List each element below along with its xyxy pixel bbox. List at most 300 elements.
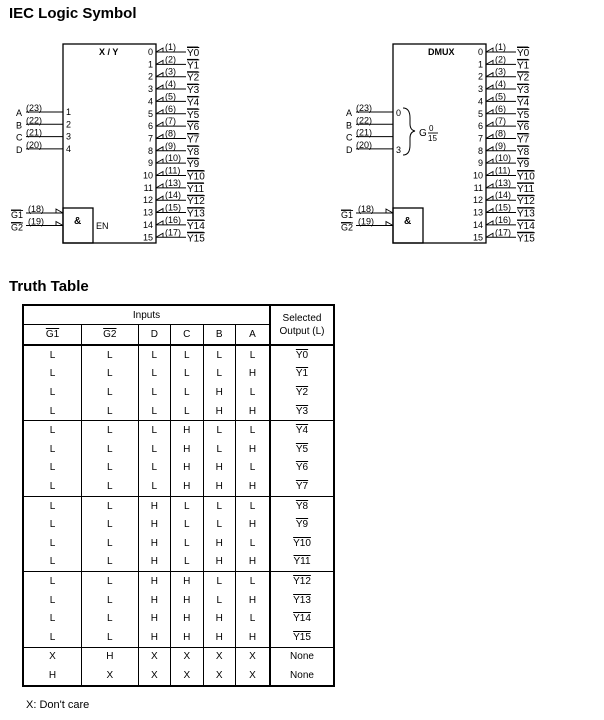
input-label-a: A	[346, 108, 353, 118]
input-cell: H	[236, 591, 271, 610]
pin-number: (21)	[26, 127, 43, 138]
g-denominator: 15	[428, 134, 437, 143]
active-low-indicator	[386, 222, 393, 226]
col-header-g1: G1	[23, 325, 82, 346]
input-cell: L	[236, 534, 271, 553]
output-label-y6: Y6	[187, 122, 200, 134]
input-cell: H	[171, 591, 203, 610]
output-num: 1	[147, 59, 153, 70]
input-cell: X	[236, 666, 271, 686]
input-cell: L	[82, 572, 139, 591]
enable-input-g2: G2	[341, 222, 354, 233]
input-cell: H	[138, 515, 170, 534]
footnote: X: Don't care	[26, 699, 90, 711]
selected-output-cell: Y10	[270, 534, 334, 553]
input-cell: L	[23, 402, 82, 421]
pin-number: (18)	[358, 204, 375, 214]
input-cell: L	[82, 534, 139, 553]
input-cell: L	[203, 421, 235, 440]
input-cell: H	[203, 383, 235, 402]
input-cell: L	[82, 383, 139, 402]
input-cell: L	[171, 534, 203, 553]
truth-table	[22, 304, 335, 687]
table-row	[23, 402, 334, 421]
selected-output-cell: Y15	[270, 628, 334, 647]
output-num: 9	[147, 158, 153, 169]
input-cell: L	[82, 459, 139, 478]
input-cell: L	[138, 440, 170, 459]
output-num: 4	[147, 96, 153, 107]
pin-number: (7)	[165, 116, 176, 127]
output-num: 10	[472, 170, 483, 181]
output-label-y11: Y11	[517, 183, 535, 195]
pin-number: (4)	[495, 79, 506, 90]
symbol-name: DMUX	[428, 47, 455, 57]
selected-output-cell: Y11	[270, 553, 334, 572]
selected-output-cell: Y3	[270, 402, 334, 421]
input-cell: L	[171, 496, 203, 515]
output-num: 8	[147, 145, 153, 156]
input-cell: X	[138, 666, 170, 686]
output-num: 0	[477, 47, 483, 57]
output-num: 13	[142, 207, 153, 218]
input-cell: H	[171, 609, 203, 628]
output-label-y3: Y3	[187, 85, 200, 97]
table-row	[23, 534, 334, 553]
selected-output-cell: Y14	[270, 609, 334, 628]
output-num: 7	[147, 133, 153, 144]
truth-title: Truth Table	[9, 278, 89, 295]
output-label-y8: Y8	[187, 146, 200, 158]
pin-number: (9)	[165, 140, 176, 151]
input-cell: L	[171, 383, 203, 402]
active-low-indicator	[486, 172, 493, 176]
active-low-indicator	[486, 122, 493, 126]
input-cell: H	[236, 365, 271, 384]
input-cell: L	[138, 421, 170, 440]
active-low-indicator	[156, 221, 163, 225]
input-cell: X	[171, 666, 203, 686]
input-cell: H	[171, 572, 203, 591]
symbol-name: X / Y	[99, 47, 119, 57]
active-low-indicator	[486, 85, 493, 89]
input-cell: H	[23, 666, 82, 686]
input-label-b: B	[16, 120, 23, 131]
input-cell: L	[236, 383, 271, 402]
output-num: 14	[142, 219, 153, 230]
output-label-y7: Y7	[517, 134, 530, 146]
input-cell: L	[138, 402, 170, 421]
pin-number: (19)	[358, 216, 375, 227]
input-cell: L	[82, 421, 139, 440]
input-cell: L	[82, 402, 139, 421]
output-label-y11: Y11	[187, 183, 205, 195]
output-label-y15: Y15	[187, 233, 205, 245]
pin-number: (13)	[495, 177, 512, 188]
active-low-indicator	[486, 147, 493, 151]
input-cell: L	[138, 365, 170, 384]
output-label-y9: Y9	[517, 159, 530, 171]
output-label-y0: Y0	[517, 48, 530, 59]
pin-number: (5)	[495, 91, 506, 102]
input-weight: 2	[66, 119, 72, 130]
input-cell: H	[138, 534, 170, 553]
pin-number: (9)	[495, 140, 506, 151]
input-cell: H	[203, 402, 235, 421]
col-header-d: D	[138, 325, 170, 346]
input-cell: H	[171, 459, 203, 478]
input-cell: L	[82, 365, 139, 384]
active-low-indicator	[486, 97, 493, 101]
table-row	[23, 553, 334, 572]
pin-number: (19)	[28, 216, 45, 227]
pin-number: (17)	[495, 227, 512, 238]
table-row	[23, 477, 334, 496]
input-cell: H	[138, 628, 170, 647]
input-cell: H	[138, 496, 170, 515]
output-label-y8: Y8	[517, 146, 530, 158]
table-row	[23, 345, 334, 365]
selected-output-cell: Y6	[270, 459, 334, 478]
bracket-bottom-label: 3	[396, 145, 402, 155]
active-low-indicator	[156, 97, 163, 101]
enable-input-g2: G2	[11, 222, 24, 233]
input-cell: L	[236, 345, 271, 365]
output-label-y14: Y14	[517, 220, 535, 232]
pin-number: (6)	[495, 103, 506, 114]
selected-output-cell: None	[270, 647, 334, 666]
pin-number: (15)	[165, 202, 182, 213]
input-cell: H	[203, 609, 235, 628]
table-row	[23, 496, 334, 515]
input-cell: L	[82, 553, 139, 572]
input-cell: H	[171, 477, 203, 496]
and-symbol: &	[404, 216, 412, 227]
selected-output-cell: Y7	[270, 477, 334, 496]
output-num: 5	[147, 108, 153, 119]
active-low-indicator	[156, 122, 163, 126]
input-cell: L	[138, 345, 170, 365]
output-num: 12	[142, 195, 153, 206]
active-low-indicator	[486, 48, 493, 52]
output-label-y10: Y10	[187, 171, 205, 183]
input-cell: L	[171, 365, 203, 384]
input-cell: L	[23, 591, 82, 610]
input-cell: H	[236, 628, 271, 647]
input-cell: H	[203, 553, 235, 572]
input-cell: L	[138, 383, 170, 402]
pin-number: (2)	[495, 54, 506, 65]
active-low-indicator	[486, 73, 493, 77]
bracket-top-label: 0	[396, 108, 402, 118]
pin-number: (2)	[165, 54, 176, 65]
active-low-indicator	[156, 196, 163, 200]
pin-number: (10)	[495, 153, 512, 164]
and-symbol: &	[74, 216, 82, 227]
selected-output-cell: Y8	[270, 496, 334, 515]
pin-number: (14)	[495, 190, 512, 201]
pin-number: (22)	[26, 115, 43, 126]
input-cell: X	[82, 666, 139, 686]
selected-output-cell: Y4	[270, 421, 334, 440]
input-label-b: B	[346, 120, 353, 131]
input-cell: H	[171, 628, 203, 647]
input-cell: L	[236, 609, 271, 628]
input-cell: L	[23, 365, 82, 384]
input-cell: L	[82, 496, 139, 515]
input-cell: H	[171, 421, 203, 440]
output-label-y4: Y4	[187, 97, 200, 109]
input-cell: L	[82, 515, 139, 534]
input-cell: L	[82, 477, 139, 496]
pin-number: (7)	[495, 116, 506, 127]
input-cell: X	[203, 666, 235, 686]
col-header-g2: G2	[82, 325, 139, 346]
input-weight: 1	[66, 107, 72, 117]
g-label: G	[419, 128, 427, 139]
pin-number: (18)	[28, 204, 45, 214]
table-row	[23, 383, 334, 402]
table-row	[23, 572, 334, 591]
pin-number: (14)	[165, 190, 182, 201]
output-label-y13: Y13	[187, 208, 205, 220]
output-label-y7: Y7	[187, 134, 200, 146]
input-cell: X	[23, 647, 82, 666]
output-label-y4: Y4	[517, 97, 530, 109]
table-row	[23, 666, 334, 686]
input-cell: L	[236, 459, 271, 478]
input-cell: H	[82, 647, 139, 666]
input-cell: L	[23, 496, 82, 515]
output-label-y2: Y2	[187, 72, 200, 84]
output-num: 2	[147, 71, 153, 82]
enable-label: EN	[96, 221, 109, 231]
input-cell: H	[138, 609, 170, 628]
active-low-indicator	[156, 110, 163, 114]
input-label-d: D	[346, 144, 353, 155]
pin-number: (5)	[165, 91, 176, 102]
output-header	[270, 305, 334, 345]
enable-input-g1: G1	[341, 210, 354, 220]
input-cell: L	[23, 553, 82, 572]
input-cell: H	[236, 402, 271, 421]
output-num: 6	[477, 121, 483, 132]
input-cell: H	[236, 515, 271, 534]
selected-output-cell: Y13	[270, 591, 334, 610]
active-low-indicator	[386, 209, 393, 213]
active-low-indicator	[486, 110, 493, 114]
active-low-indicator	[486, 233, 493, 237]
input-cell: X	[171, 647, 203, 666]
input-cell: H	[236, 440, 271, 459]
output-label-y3: Y3	[517, 85, 530, 97]
pin-number: (11)	[165, 165, 181, 176]
active-low-indicator	[156, 85, 163, 89]
input-cell: L	[23, 534, 82, 553]
output-num: 11	[473, 182, 483, 193]
table-row	[23, 647, 334, 666]
output-num: 11	[143, 182, 153, 193]
table-row	[23, 591, 334, 610]
output-label-y2: Y2	[517, 72, 530, 84]
active-low-indicator	[486, 196, 493, 200]
input-cell: L	[203, 496, 235, 515]
selected-output-cell: Y1	[270, 365, 334, 384]
active-low-indicator	[156, 233, 163, 237]
input-cell: L	[171, 402, 203, 421]
output-label-y14: Y14	[187, 220, 205, 232]
input-cell: H	[236, 477, 271, 496]
active-low-indicator	[156, 159, 163, 163]
output-num: 2	[477, 71, 483, 82]
input-cell: L	[171, 345, 203, 365]
selected-output-cell: Y9	[270, 515, 334, 534]
input-cell: L	[138, 459, 170, 478]
input-cell: L	[23, 440, 82, 459]
active-low-indicator	[486, 221, 493, 225]
input-cell: L	[203, 572, 235, 591]
output-label-y1: Y1	[187, 60, 200, 72]
output-label-y10: Y10	[517, 171, 535, 183]
active-low-indicator	[56, 222, 63, 226]
input-cell: L	[203, 591, 235, 610]
active-low-indicator	[156, 60, 163, 64]
pin-number: (20)	[356, 139, 373, 150]
pin-number: (21)	[356, 127, 373, 138]
output-num: 13	[472, 207, 483, 218]
table-row	[23, 459, 334, 478]
output-num: 4	[477, 96, 483, 107]
input-weight: 4	[66, 143, 72, 154]
active-low-indicator	[156, 209, 163, 213]
pin-number: (8)	[495, 128, 506, 139]
input-cell: L	[23, 628, 82, 647]
input-label-c: C	[16, 132, 23, 143]
active-low-indicator	[156, 73, 163, 77]
selected-output-cell: Y2	[270, 383, 334, 402]
output-num: 8	[477, 145, 483, 156]
output-label-y15: Y15	[517, 233, 535, 245]
pin-number: (17)	[165, 227, 182, 238]
table-row	[23, 365, 334, 384]
active-low-indicator	[486, 60, 493, 64]
pin-number: (20)	[26, 139, 43, 150]
input-cell: H	[171, 440, 203, 459]
output-num: 15	[142, 232, 153, 243]
input-cell: L	[138, 477, 170, 496]
iec-title: IEC Logic Symbol	[9, 5, 137, 22]
pin-number: (11)	[495, 165, 511, 176]
output-num: 6	[147, 121, 153, 132]
output-num: 7	[477, 133, 483, 144]
input-cell: H	[138, 591, 170, 610]
g-numerator: 0	[429, 124, 434, 133]
output-label-y5: Y5	[187, 109, 200, 121]
active-low-indicator	[486, 134, 493, 138]
input-label-c: C	[346, 132, 353, 143]
table-row	[23, 440, 334, 459]
col-header-b: B	[203, 325, 235, 346]
input-cell: L	[236, 496, 271, 515]
active-low-indicator	[156, 147, 163, 151]
input-cell: L	[203, 440, 235, 459]
input-weight: 3	[66, 131, 72, 142]
input-cell: L	[23, 459, 82, 478]
output-num: 3	[147, 84, 153, 95]
input-cell: L	[203, 345, 235, 365]
selected-output-cell: Y0	[270, 345, 334, 365]
enable-input-g1: G1	[11, 210, 24, 220]
output-num: 1	[477, 59, 483, 70]
input-label-d: D	[16, 144, 23, 155]
active-low-indicator	[156, 48, 163, 52]
input-cell: L	[23, 383, 82, 402]
active-low-indicator	[156, 184, 163, 188]
input-cell: L	[82, 628, 139, 647]
input-cell: L	[236, 421, 271, 440]
iec-symbols	[0, 0, 604, 250]
input-cell: L	[23, 609, 82, 628]
input-cell: H	[203, 534, 235, 553]
table-row	[23, 421, 334, 440]
table-row	[23, 515, 334, 534]
output-num: 12	[472, 195, 483, 206]
input-cell: L	[82, 591, 139, 610]
pin-number: (23)	[26, 103, 43, 113]
active-low-indicator	[156, 172, 163, 176]
input-cell: L	[171, 553, 203, 572]
output-label-y0: Y0	[187, 48, 200, 59]
output-header-line1: Selected	[282, 313, 322, 324]
pin-number: (22)	[356, 115, 373, 126]
input-cell: L	[23, 345, 82, 365]
input-cell: X	[236, 647, 271, 666]
output-label-y12: Y12	[187, 196, 205, 208]
output-num: 3	[477, 84, 483, 95]
pin-number: (1)	[495, 42, 506, 52]
active-low-indicator	[486, 159, 493, 163]
col-header-a: A	[236, 325, 271, 346]
input-cell: H	[203, 477, 235, 496]
selected-output-cell: Y12	[270, 572, 334, 591]
pin-number: (6)	[165, 103, 176, 114]
input-cell: L	[82, 609, 139, 628]
pin-number: (13)	[165, 177, 182, 188]
output-num: 15	[472, 232, 483, 243]
output-header-line2: Output (L)	[279, 326, 325, 337]
pin-number: (3)	[165, 66, 176, 77]
pin-number: (15)	[495, 202, 512, 213]
table-row	[23, 628, 334, 647]
pin-number: (10)	[165, 153, 182, 164]
pin-number: (4)	[165, 79, 176, 90]
selected-output-cell: None	[270, 666, 334, 686]
input-cell: H	[138, 553, 170, 572]
input-cell: L	[203, 365, 235, 384]
output-label-y12: Y12	[517, 196, 535, 208]
input-label-a: A	[16, 108, 23, 118]
active-low-indicator	[156, 134, 163, 138]
input-cell: H	[138, 572, 170, 591]
input-cell: H	[203, 459, 235, 478]
input-cell: L	[171, 515, 203, 534]
output-num: 14	[472, 219, 483, 230]
pin-number: (3)	[495, 66, 506, 77]
input-cell: L	[203, 515, 235, 534]
pin-number: (8)	[165, 128, 176, 139]
active-low-indicator	[486, 209, 493, 213]
active-low-indicator	[56, 209, 63, 213]
